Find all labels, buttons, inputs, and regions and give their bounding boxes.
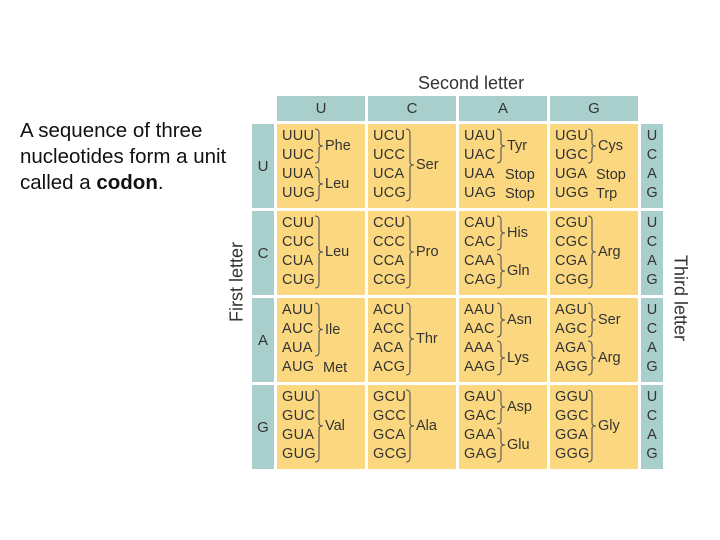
codon: UGA [555, 166, 588, 182]
amino-acid-label: Ala [416, 418, 437, 434]
codon: GGU [555, 389, 589, 405]
codon-list [555, 127, 589, 203]
brace-bracket [497, 129, 507, 163]
brace-bracket [588, 341, 598, 375]
codon: AGG [555, 359, 589, 375]
codon: AGC [555, 321, 588, 337]
brace-bracket [315, 303, 325, 356]
brace-bracket [588, 216, 598, 288]
codon: ACU [373, 302, 405, 318]
codon: UCU [373, 128, 406, 144]
codon-cell [368, 298, 456, 382]
third-letter-g: G [646, 446, 658, 462]
brace-bracket [315, 390, 325, 462]
amino-acid-label: Arg [598, 244, 621, 260]
amino-acid-label: Asn [507, 312, 532, 328]
codon-list [373, 388, 407, 464]
brace-bracket [588, 390, 598, 462]
codon: CUA [282, 253, 314, 269]
third-letter-c: C [646, 408, 658, 424]
caption-end: . [157, 171, 164, 194]
codon: UAU [464, 128, 496, 144]
codon-list [282, 388, 316, 464]
codon-cell [277, 211, 365, 295]
codon: UGC [555, 147, 589, 163]
amino-acid-label: Leu [325, 176, 350, 192]
amino-acid-label: Ile [325, 321, 341, 338]
codon: UGU [555, 128, 589, 144]
amino-acid-label: Arg [598, 350, 621, 366]
caption-bold-word: codon [96, 171, 158, 194]
codon: ACA [373, 340, 404, 356]
codon-cell [550, 211, 638, 295]
amino-acid-label: Phe [325, 138, 351, 154]
codon-list [373, 301, 405, 377]
codon-cell [277, 385, 365, 469]
third-letter-a: A [647, 166, 657, 182]
third-letter-column [641, 211, 663, 295]
amino-acid-label: Stop [596, 166, 626, 183]
codon: AAG [464, 359, 496, 375]
codon-list [282, 214, 315, 290]
brace-bracket [315, 216, 325, 288]
codon: GAG [464, 446, 498, 462]
codon-table [252, 96, 666, 464]
brace-bracket [315, 129, 325, 163]
third-letter-g: G [646, 272, 658, 288]
codon: UUU [282, 128, 315, 144]
third-letter-g: G [646, 359, 658, 375]
codon-cell [368, 211, 456, 295]
brace-bracket [588, 303, 598, 337]
codon: CGG [555, 272, 589, 288]
third-letter-u: U [646, 215, 658, 231]
codon: CGA [555, 253, 588, 269]
codon-cell [459, 124, 547, 208]
codon-list [464, 388, 497, 464]
codon-list [464, 301, 496, 377]
codon: GUG [282, 446, 316, 462]
brace-bracket [497, 390, 507, 424]
third-letter-c: C [646, 321, 658, 337]
codon: CUU [282, 215, 315, 231]
codon: CAC [464, 234, 496, 250]
codon-cell [368, 385, 456, 469]
brace-bracket [497, 254, 507, 288]
first-letter-title: First letter [226, 241, 247, 323]
codon: GAA [464, 427, 496, 443]
codon: UUA [282, 166, 314, 182]
first-letter-u: U [252, 124, 274, 208]
third-letter-a: A [647, 253, 657, 269]
codon: GGC [555, 408, 589, 424]
amino-acid-label: Asp [507, 399, 532, 415]
codon: ACC [373, 321, 405, 337]
amino-acid-label: Stop [505, 166, 535, 183]
codon-list [282, 127, 315, 203]
brace-bracket [406, 216, 416, 288]
second-letter-u: U [277, 96, 365, 121]
codon: CAA [464, 253, 495, 269]
third-letter-u: U [646, 302, 658, 318]
codon-list [282, 301, 314, 377]
codon: CGU [555, 215, 589, 231]
codon: AAC [464, 321, 495, 337]
amino-acid-label: Glu [507, 437, 530, 453]
codon: AUG [282, 359, 315, 375]
codon-list [555, 301, 588, 377]
codon: CCC [373, 234, 406, 250]
codon: AUC [282, 321, 314, 337]
third-letter-column [641, 298, 663, 382]
codon: ACG [373, 359, 406, 375]
codon: CUG [282, 272, 316, 288]
brace-bracket [497, 216, 507, 250]
codon: UGG [555, 185, 589, 201]
amino-acid-label: Ser [598, 312, 621, 328]
brace-bracket [315, 167, 325, 201]
codon: UAG [464, 185, 497, 201]
amino-acid-label: Stop [505, 185, 535, 202]
third-letter-stack [641, 214, 663, 290]
slide-caption [20, 118, 250, 196]
codon: GGA [555, 427, 589, 443]
second-letter-g: G [550, 96, 638, 121]
third-letter-c: C [646, 147, 658, 163]
third-letter-a: A [647, 427, 657, 443]
codon: GCG [373, 446, 407, 462]
first-letter-a: A [252, 298, 274, 382]
codon: CAU [464, 215, 496, 231]
codon-cell [459, 298, 547, 382]
brace-bracket [406, 129, 416, 201]
amino-acid-label: Trp [596, 185, 618, 202]
third-letter-stack [641, 388, 663, 464]
codon: CUC [282, 234, 315, 250]
amino-acid-label: Lys [507, 350, 530, 366]
codon: AGU [555, 302, 588, 318]
codon-cell [277, 124, 365, 208]
third-letter-title: Third letter [670, 254, 691, 342]
third-letter-a: A [647, 340, 657, 356]
codon: CAG [464, 272, 497, 288]
amino-acid-label: Pro [416, 244, 439, 260]
caption-text: A sequence of three nucleotides form a unit called a [20, 119, 227, 194]
brace-bracket [497, 303, 507, 337]
codon: AGA [555, 340, 587, 356]
third-letter-u: U [646, 389, 658, 405]
codon: GGG [555, 446, 590, 462]
codon: AUU [282, 302, 314, 318]
second-letter-a: A [459, 96, 547, 121]
second-letter-c: C [368, 96, 456, 121]
codon: GCA [373, 427, 406, 443]
codon: GCC [373, 408, 407, 424]
codon: AAU [464, 302, 495, 318]
codon: UCG [373, 185, 407, 201]
codon-list [555, 388, 590, 464]
codon: UUG [282, 185, 316, 201]
codon: GAC [464, 408, 497, 424]
codon-cell [277, 298, 365, 382]
codon: GUA [282, 427, 315, 443]
codon-cell [550, 385, 638, 469]
third-letter-g: G [646, 185, 658, 201]
codon-cell [550, 124, 638, 208]
codon: UAA [464, 166, 495, 182]
third-letter-c: C [646, 234, 658, 250]
brace-bracket [588, 129, 598, 163]
amino-acid-label: Gly [598, 418, 620, 434]
codon: UCA [373, 166, 405, 182]
codon: CCU [373, 215, 406, 231]
codon: UUC [282, 147, 315, 163]
brace-bracket [497, 428, 507, 462]
third-letter-stack [641, 127, 663, 203]
amino-acid-label: Ser [416, 157, 439, 173]
codon-cell [459, 211, 547, 295]
codon-cell [368, 124, 456, 208]
first-letter-g: G [252, 385, 274, 469]
codon: CGC [555, 234, 589, 250]
brace-bracket [497, 341, 507, 375]
amino-acid-label: Val [325, 418, 345, 434]
codon: AUA [282, 340, 313, 356]
codon-list [464, 127, 496, 203]
codon: GCU [373, 389, 407, 405]
third-letter-u: U [646, 128, 658, 144]
amino-acid-label: Leu [325, 244, 350, 260]
codon-list [464, 214, 496, 290]
codon: AAA [464, 340, 494, 356]
third-letter-column [641, 124, 663, 208]
second-letter-title: Second letter [418, 73, 525, 93]
codon: GUC [282, 408, 316, 424]
brace-bracket [406, 390, 416, 462]
third-letter-column [641, 385, 663, 469]
amino-acid-label: Thr [416, 331, 438, 347]
codon: GAU [464, 389, 497, 405]
codon: UCC [373, 147, 406, 163]
amino-acid-label: Met [323, 359, 348, 376]
codon-cell [459, 385, 547, 469]
codon: GUU [282, 389, 316, 405]
codon: CCG [373, 272, 407, 288]
codon-list [555, 214, 589, 290]
first-letter-c: C [252, 211, 274, 295]
brace-bracket [406, 303, 416, 375]
amino-acid-label: His [507, 225, 528, 241]
amino-acid-label: Tyr [507, 138, 528, 154]
third-letter-stack [641, 301, 663, 377]
codon-list [373, 214, 406, 290]
codon-list [373, 127, 406, 203]
amino-acid-label: Gln [507, 263, 530, 279]
codon: UAC [464, 147, 496, 163]
codon-cell [550, 298, 638, 382]
amino-acid-label: Cys [598, 138, 623, 154]
codon: CCA [373, 253, 405, 269]
